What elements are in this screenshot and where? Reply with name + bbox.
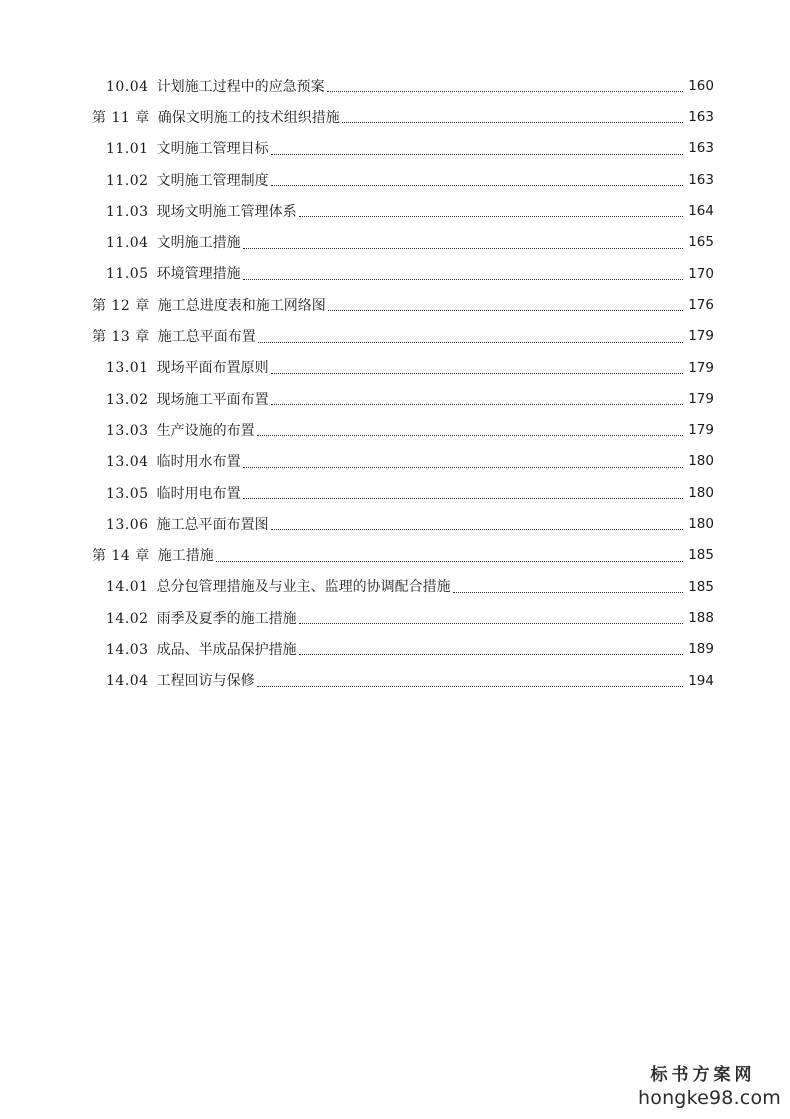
toc-entry-number: 14.04 (106, 673, 149, 690)
toc-entry-number: 13.05 (106, 485, 149, 502)
toc-entry-page: 176 (688, 296, 714, 313)
toc-entry-title: 计划施工过程中的应急预案 (156, 78, 325, 95)
toc-entry-section (0, 71, 790, 102)
toc-entry-section (0, 165, 790, 196)
toc-entry-section (0, 134, 790, 165)
toc-dot-leader (257, 686, 683, 687)
toc-dot-leader (453, 592, 683, 593)
toc-entry-section (0, 478, 790, 509)
toc-entry-number: 第 12 章 (92, 297, 150, 314)
toc-entry-number: 13.01 (106, 360, 149, 377)
toc-dot-leader (299, 216, 683, 217)
toc-entry-number: 11.02 (106, 172, 149, 189)
toc-entry-section (0, 603, 790, 634)
toc-entry-section (0, 415, 790, 446)
toc-dot-leader (271, 185, 683, 186)
toc-entry-chapter (0, 102, 790, 133)
toc-dot-leader (271, 154, 683, 155)
table-of-contents (0, 71, 790, 697)
toc-dot-leader (271, 373, 683, 374)
toc-entry-title: 环境管理措施 (156, 266, 241, 283)
toc-dot-leader (257, 435, 683, 436)
toc-entry-number: 11.05 (106, 266, 149, 283)
watermark-name: 标书方案网 (650, 1065, 756, 1085)
toc-entry-title: 成品、半成品保护措施 (156, 641, 297, 658)
toc-dot-leader (327, 91, 683, 92)
toc-entry-page: 163 (688, 171, 714, 188)
toc-entry-page: 189 (688, 641, 714, 658)
toc-dot-leader (271, 529, 683, 530)
toc-entry-title: 施工总平面布置 (157, 329, 256, 346)
toc-entry-title: 文明施工措施 (156, 235, 241, 252)
toc-entry-title: 总分包管理措施及与业主、监理的协调配合措施 (156, 579, 451, 596)
toc-entry-page: 179 (688, 328, 714, 345)
toc-dot-leader (299, 623, 683, 624)
toc-entry-page: 164 (688, 203, 714, 220)
toc-entry-chapter (0, 321, 790, 352)
toc-entry-title: 雨季及夏季的施工措施 (156, 610, 297, 627)
toc-entry-page: 163 (688, 109, 714, 126)
toc-dot-leader (216, 561, 683, 562)
toc-entry-title: 文明施工管理制度 (156, 172, 269, 189)
toc-entry-number: 11.01 (106, 141, 149, 158)
toc-entry-title: 施工措施 (157, 548, 214, 565)
toc-entry-page: 180 (688, 484, 714, 501)
toc-entry-section (0, 196, 790, 227)
toc-entry-title: 施工总进度表和施工网络图 (157, 297, 326, 314)
toc-dot-leader (243, 467, 683, 468)
toc-dot-leader (243, 279, 683, 280)
toc-entry-number: 13.06 (106, 516, 149, 533)
toc-entry-page: 185 (688, 547, 714, 564)
watermark-url: hongke98.com (638, 1087, 781, 1109)
toc-entry-number: 11.03 (106, 203, 149, 220)
toc-entry-page: 170 (688, 265, 714, 282)
toc-entry-number: 第 11 章 (92, 109, 150, 126)
toc-entry-page: 179 (688, 359, 714, 376)
toc-entry-title: 现场文明施工管理体系 (156, 203, 297, 220)
toc-entry-page: 180 (688, 516, 714, 533)
toc-dot-leader (328, 310, 683, 311)
toc-entry-section (0, 666, 790, 697)
toc-entry-page: 188 (688, 609, 714, 626)
toc-entry-section (0, 572, 790, 603)
toc-entry-page: 163 (688, 140, 714, 157)
toc-entry-section (0, 353, 790, 384)
toc-entry-section (0, 259, 790, 290)
toc-entry-number: 第 14 章 (92, 548, 150, 565)
toc-entry-number: 14.03 (106, 641, 149, 658)
toc-entry-title: 临时用电布置 (156, 485, 241, 502)
toc-entry-title: 现场平面布置原则 (156, 360, 269, 377)
toc-entry-section (0, 447, 790, 478)
toc-entry-chapter (0, 290, 790, 321)
toc-dot-leader (243, 498, 683, 499)
toc-entry-title: 现场施工平面布置 (156, 391, 269, 408)
toc-entry-section (0, 509, 790, 540)
toc-entry-number: 第 13 章 (92, 329, 150, 346)
toc-entry-number: 14.02 (106, 610, 149, 627)
toc-entry-page: 179 (688, 390, 714, 407)
toc-dot-leader (258, 342, 683, 343)
toc-entry-section (0, 384, 790, 415)
toc-entry-page: 180 (688, 453, 714, 470)
toc-entry-number: 13.03 (106, 422, 149, 439)
toc-entry-section (0, 227, 790, 258)
watermark (638, 1060, 781, 1109)
toc-dot-leader (342, 122, 683, 123)
toc-entry-number: 13.02 (106, 391, 149, 408)
toc-entry-number: 13.04 (106, 454, 149, 471)
toc-entry-page: 160 (688, 77, 714, 94)
toc-entry-number: 14.01 (106, 579, 149, 596)
toc-entry-section (0, 634, 790, 665)
toc-dot-leader (299, 654, 683, 655)
toc-entry-page: 194 (688, 672, 714, 689)
toc-dot-leader (271, 404, 683, 405)
toc-dot-leader (243, 248, 683, 249)
toc-entry-number: 11.04 (106, 235, 149, 252)
toc-entry-title: 临时用水布置 (156, 454, 241, 471)
toc-entry-number: 10.04 (106, 78, 149, 95)
toc-entry-title: 施工总平面布置图 (156, 516, 269, 533)
toc-entry-chapter (0, 540, 790, 571)
toc-entry-title: 文明施工管理目标 (156, 141, 269, 158)
toc-entry-page: 185 (688, 578, 714, 595)
toc-entry-page: 179 (688, 422, 714, 439)
toc-entry-title: 确保文明施工的技术组织措施 (157, 109, 340, 126)
toc-entry-title: 工程回访与保修 (156, 673, 255, 690)
toc-entry-title: 生产设施的布置 (156, 422, 255, 439)
toc-entry-page: 165 (688, 234, 714, 251)
